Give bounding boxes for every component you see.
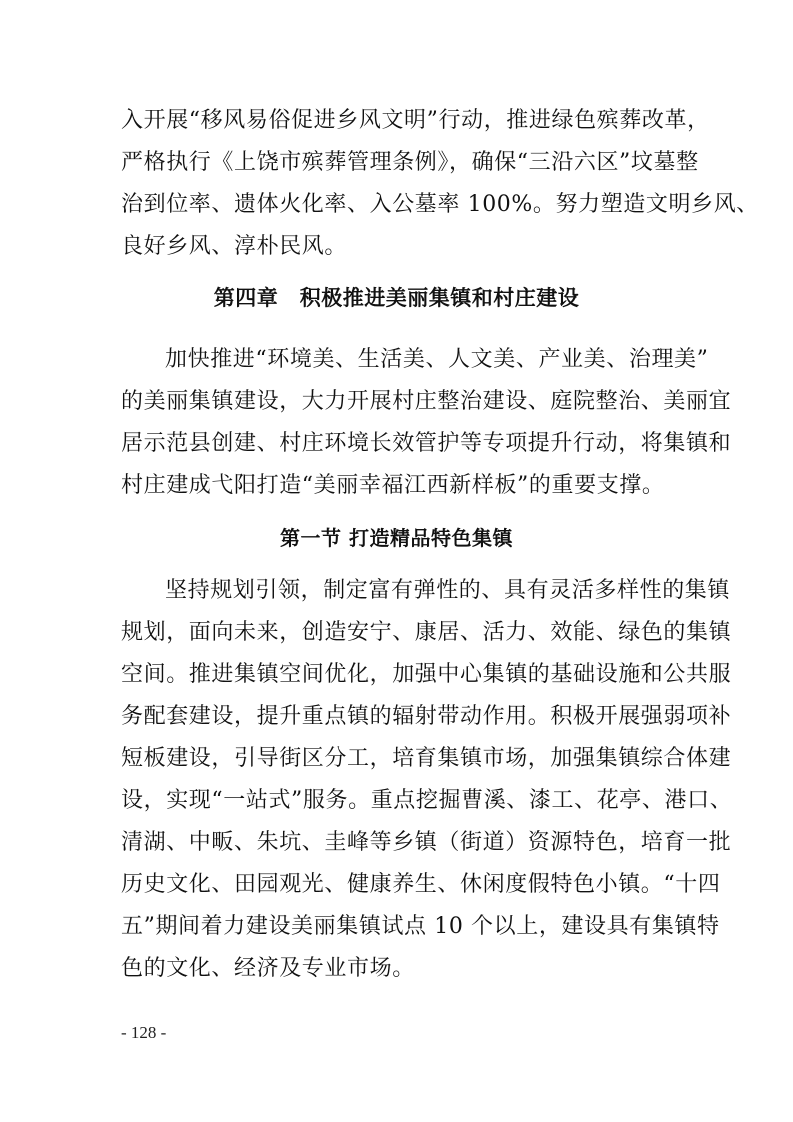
paragraph-3-line-3: 空间。推进集镇空间优化，加强中心集镇的基础设施和公共服 — [121, 662, 732, 687]
paragraph-3-line-4: 务配套建设，提升重点镇的辐射带动作用。积极开展强弱项补 — [121, 704, 732, 729]
chapter-heading: 第四章 积极推进美丽集镇和村庄建设 — [213, 286, 580, 310]
paragraph-3-line-5: 短板建设，引导街区分工，培育集镇市场，加强集镇综合体建 — [121, 746, 732, 771]
paragraph-2-line-2: 的美丽集镇建设，大力开展村庄整治建设、庭院整治、美丽宜 — [121, 389, 732, 414]
paragraph-3-line-8: 历史文化、田园观光、健康养生、休闲度假特色小镇。“十四 — [121, 872, 721, 897]
paragraph-1-line-1: 入开展“移风易俗促进乡风文明”行动，推进绿色殡葬改革， — [121, 108, 710, 133]
paragraph-3-line-6: 设，实现“一站式”服务。重点挖掘曹溪、漆工、花亭、港口、 — [121, 788, 733, 813]
paragraph-1-line-4: 良好乡风、淳朴民风。 — [121, 234, 348, 259]
section-heading: 第一节 打造精品特色集镇 — [280, 526, 513, 550]
paragraph-2-line-1: 加快推进“环境美、生活美、人文美、产业美、治理美” — [165, 347, 709, 372]
page-number: - 128 - — [121, 1023, 167, 1042]
paragraph-3-line-10: 色的文化、经济及专业市场。 — [121, 956, 415, 981]
paragraph-3-line-1: 坚持规划引领，制定富有弹性的、具有灵活多样性的集镇 — [165, 578, 731, 603]
paragraph-3-line-2: 规划，面向未来，创造安宁、康居、活力、效能、绿色的集镇 — [121, 620, 732, 645]
paragraph-2-line-4: 村庄建成弋阳打造“美丽幸福江西新样板”的重要支撑。 — [121, 473, 665, 498]
paragraph-1-line-3: 治到位率、遗体火化率、入公墓率 100%。努力塑造文明乡风、 — [121, 192, 759, 217]
paragraph-3-line-9: 五”期间着力建设美丽集镇试点 10 个以上，建设具有集镇特 — [121, 914, 720, 939]
paragraph-2-line-3: 居示范县创建、村庄环境长效管护等专项提升行动，将集镇和 — [121, 431, 732, 456]
paragraph-3-line-7: 清湖、中畈、朱坑、圭峰等乡镇（街道）资源特色，培育一批 — [121, 830, 732, 855]
paragraph-1-line-2: 严格执行《上饶市殡葬管理条例》，确保“三沿六区”坟墓整 — [121, 150, 699, 175]
